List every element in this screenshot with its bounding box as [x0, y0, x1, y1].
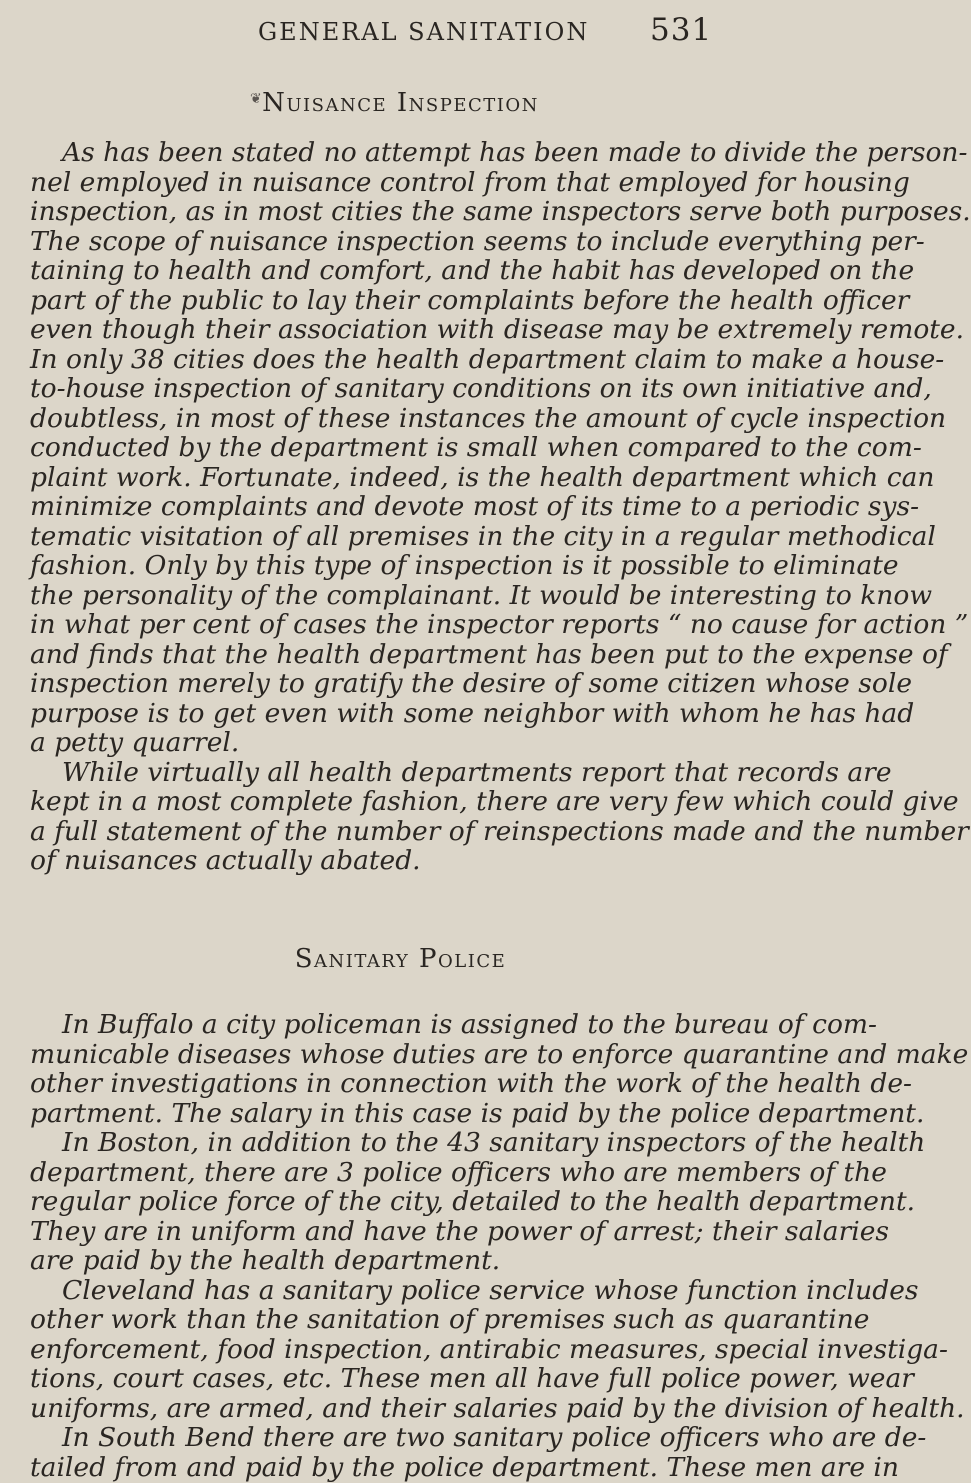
text-line: taining to health and comfort, and the habit has developed on the [30, 255, 915, 286]
text-line: inspection, as in most cities the same inspectors serve both purposes. [30, 196, 971, 227]
text-line: As has been stated no attempt has been made to divide the person- [62, 137, 968, 168]
text-line: inspection merely to gratify the desire of some citizen whose sole [30, 668, 913, 699]
text-line: kept in a most complete fashion, there are very few which could give [30, 786, 959, 817]
section-heading-nuisance-inspection: Nuisance Inspection [262, 88, 539, 118]
page-number: 531 [650, 12, 713, 48]
paragraph-nuisance-1 [30, 137, 971, 758]
paragraph-nuisance-2 [30, 756, 969, 876]
text-line: municable diseases whose duties are to enforce quarantine and make [30, 1038, 969, 1070]
text-line: the personality of the complainant. It would be interesting to know [30, 579, 932, 611]
text-line: They are in uniform and have the power of arrest; their salaries [30, 1215, 890, 1247]
running-head: GENERAL SANITATION [258, 18, 590, 46]
text-line: Cleveland has a sanitary police service whose function includes [62, 1274, 919, 1306]
paragraph-police-buffalo [30, 1009, 969, 1129]
text-line: a full statement of the number of reinspections made and the number [30, 815, 969, 847]
text-line: a petty quarrel. [30, 727, 240, 758]
text-line: other investigations in connection with the work of the health de- [30, 1068, 912, 1099]
text-line: part of the public to lay their complaints before the health officer [30, 284, 910, 316]
text-line: fashion. Only by this type of inspection is it possible to eliminate [30, 550, 899, 581]
text-line: tailed from and paid by the police department. These men are in [30, 1451, 899, 1483]
text-line: tematic visitation of all premises in the city in a regular methodical [30, 520, 936, 552]
text-line: tions, court cases, etc. These men all have full police power, wear [30, 1363, 914, 1394]
text-line: in what per cent of cases the inspector reports “ no cause for action ” [30, 609, 969, 640]
text-line: are paid by the health department. [30, 1245, 501, 1276]
text-line: other work than the sanitation of premises such as quarantine [30, 1304, 870, 1335]
text-line: doubtless, in most of these instances the amount of cycle inspection [30, 402, 947, 434]
paragraph-police-south-bend [30, 1422, 927, 1483]
text-line: nel employed in nuisance control from that employed for housing [30, 166, 910, 198]
text-line: and finds that the health department has been put to the expense of [30, 638, 948, 670]
text-line: enforcement, food inspection, antirabic measures, special investiga- [30, 1333, 948, 1365]
text-line: partment. The salary in this case is paid by the police department. [30, 1097, 925, 1129]
text-line: purpose is to get even with some neighbor with whom he has had [30, 697, 915, 729]
page-header [0, 12, 801, 52]
text-line: department, there are 3 police officers who are members of the [30, 1156, 887, 1188]
text-line: The scope of nuisance inspection seems to include everything per- [30, 225, 925, 257]
paragraph-police-boston [30, 1127, 926, 1276]
text-line: minimize complaints and devote most of its time to a periodic sys- [30, 491, 920, 522]
text-line: plaint work. Fortunate, indeed, is the health department which can [30, 461, 935, 493]
text-line: regular police force of the city, detailed to the health department. [30, 1186, 916, 1217]
text-line: In only 38 cities does the health department claim to make a house- [30, 343, 945, 375]
text-line: of nuisances actually abated. [30, 845, 421, 876]
print-mark-icon: ❦ [250, 91, 262, 107]
text-line: In Buffalo a city policeman is assigned to the bureau of com- [62, 1009, 877, 1040]
text-line: even though their association with disease may be extremely remote. [30, 314, 965, 345]
text-line: In Boston, in addition to the 43 sanitary inspectors of the health [62, 1127, 926, 1158]
text-line: uniforms, are armed, and their salaries paid by the division of health. [30, 1392, 965, 1424]
paragraph-police-cleveland [30, 1274, 965, 1424]
section-heading-sanitary-police: Sanitary Police [294, 944, 507, 974]
text-line: to-house inspection of sanitary conditions on its own initiative and, [30, 373, 932, 404]
text-line: conducted by the department is small when compared to the com- [30, 432, 922, 463]
text-line: In South Bend there are two sanitary police officers who are de- [62, 1422, 927, 1453]
text-line: While virtually all health departments report that records are [62, 756, 892, 788]
